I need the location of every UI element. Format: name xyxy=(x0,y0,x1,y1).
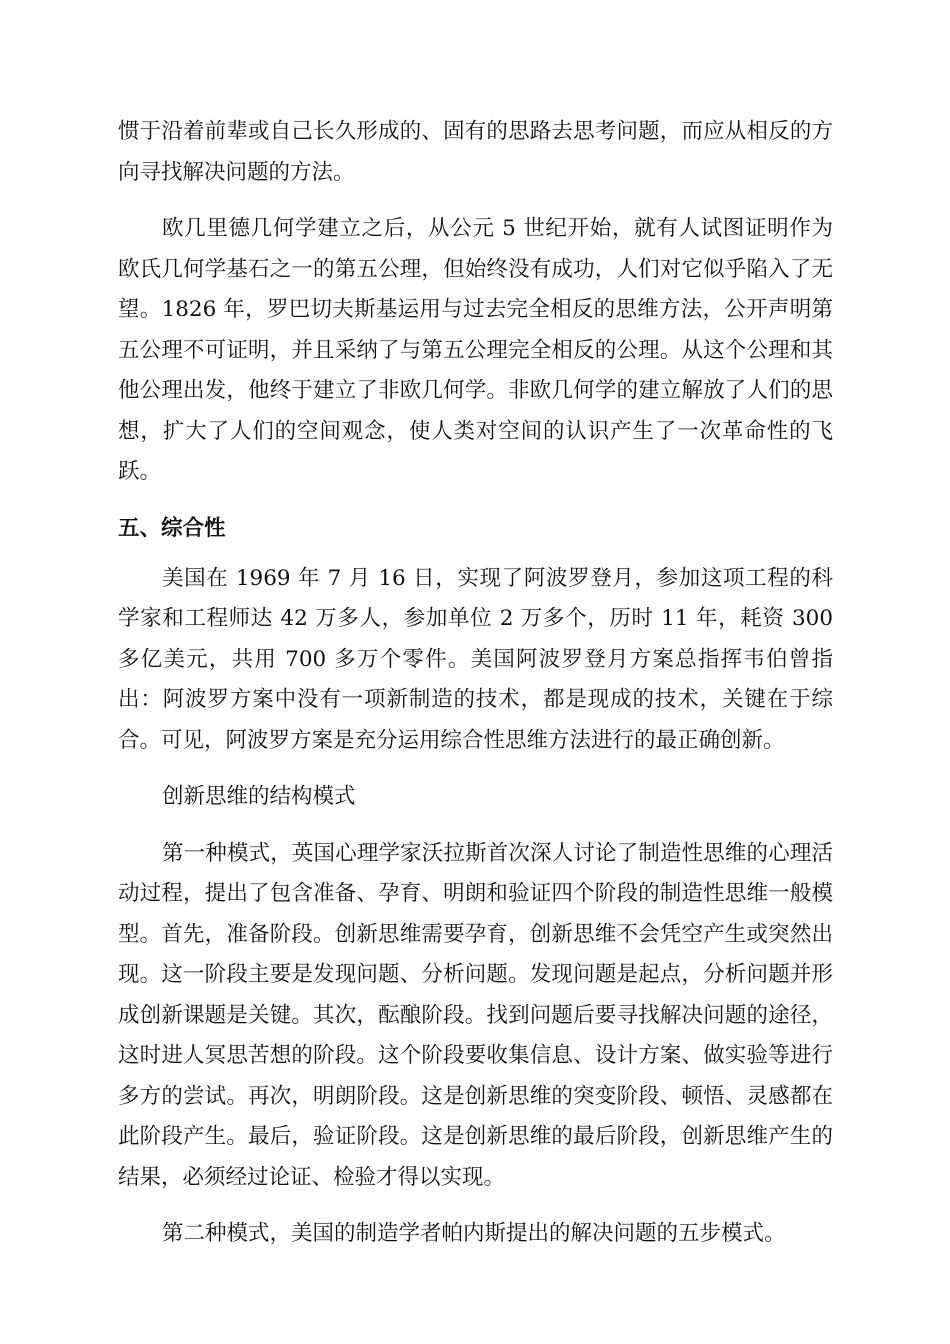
paragraph-continuation: 惯于沿着前辈或自己长久形成的、固有的思路去思考问题，而应从相反的方向寻找解决问题的方法。 xyxy=(118,119,833,185)
document-body xyxy=(118,112,833,1271)
paragraph-first-model: 第一种模式，英国心理学家沃拉斯首次深人讨论了制造性思维的心理活动过程，提出了包含准备、孕育、明朗和验证四个阶段的制造性思维一般模型。首先，准备阶段。创新思维需要孕育，创新思维不会凭空产生或突然出现。这一阶段主要是发现问题、分析问题。发现问题是起点，分析问题并形成创新课题是关键。其次，酝酿阶段。找到问题后要寻找解决问题的途径，这时进人冥思苦想的阶段。这个阶段要收集信息、设计方案、做实验等进行多方的尝试。再次，明朗阶段。这是创新思维的突变阶段、顿悟、灵感都在此阶段产生。最后，验证阶段。这是创新思维的最后阶段，创新思维产生的结果，必须经过论证、检验才得以实现。 xyxy=(118,840,833,1190)
paragraph-second-model: 第二种模式，美国的制造学者帕内斯提出的解决问题的五步模式。 xyxy=(162,1221,786,1246)
subheading-structure-models: 创新思维的结构模式 xyxy=(162,784,356,809)
section-heading-comprehensiveness: 五、综合性 xyxy=(118,515,226,541)
paragraph-apollo: 美国在 1969 年 7 月 16 日，实现了阿波罗登月，参加这项工程的科学家和工程师达 42 万多人，参加单位 2 万多个，历时 11 年，耗资 300 多亿美元，共用 700 多万个零件。美国阿波罗登月方案总指挥韦伯曾指出：阿波罗方案中没有一项新制造的技术，都是现成的技术，关键在于综合。可见，阿波罗方案是充分运用综合性思维方法进行的最正确创新。 xyxy=(118,565,833,753)
paragraph-euclid: 欧几里德几何学建立之后，从公元 5 世纪开始，就有人试图证明作为欧氏几何学基石之一的第五公理，但始终没有成功，人们对它似乎陷入了无望。1826 年，罗巴切夫斯基运用与过去完全相反的思维方法，公开声明第五公理不可证明，并且采纳了与第五公理完全相反的公理。从这个公理和其他公理出发，他终于建立了非欧几何学。非欧几何学的建立解放了人们的思想，扩大了人们的空间观念，使人类对空间的认识产生了一次革命性的飞跃。 xyxy=(118,216,833,484)
